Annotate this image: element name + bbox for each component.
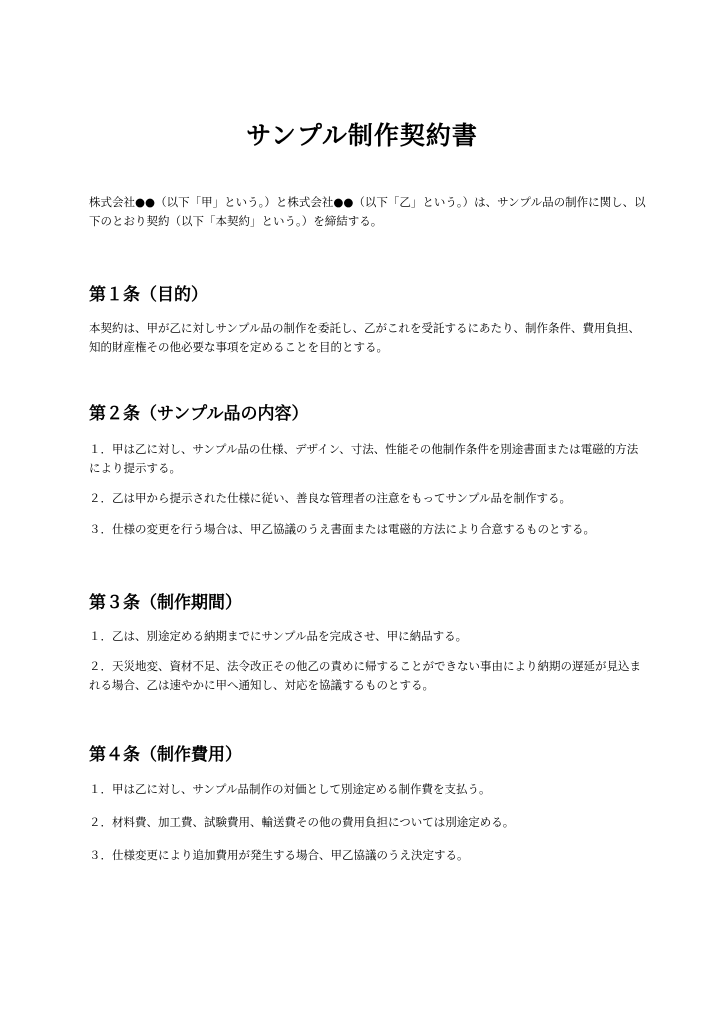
preamble-paragraph: 株式会社●●（以下「甲」という。）と株式会社●●（以下「乙」という。）は、サンプル品の制作に関し、以下のとおり契約（以下「本契約」という。）を締結する。 (89, 195, 646, 228)
article-4-heading: 第４条（制作費用） (89, 745, 242, 765)
article-3-paragraph-2: ２．天災地変、資材不足、法令改正その他乙の責めに帰することができない事由により納期の遅延が見込まれる場合、乙は速やかに甲へ通知し、対応を協議するものとする。 (89, 659, 641, 692)
article-3-paragraph-1: １．乙は、別途定める納期までにサンプル品を完成させ、甲に納品する。 (89, 629, 468, 643)
article-2-paragraph-3: ３．仕様の変更を行う場合は、甲乙協議のうえ書面または電磁的方法により合意するものとする。 (89, 522, 595, 536)
article-4-paragraph-3: ３．仕様変更により追加費用が発生する場合、甲乙協議のうえ決定する。 (89, 848, 469, 862)
document-title: サンプル制作契約書 (246, 121, 478, 150)
article-3-heading: 第３条（制作期間） (89, 593, 242, 613)
article-2-paragraph-2: ２．乙は甲から提示された仕様に従い、善良な管理者の注意をもってサンプル品を制作する。 (89, 491, 571, 505)
article-2-heading: 第２条（サンプル品の内容） (89, 404, 309, 424)
article-4-paragraph-2: ２．材料費、加工費、試験費用、輸送費その他の費用負担については別途定める。 (89, 815, 515, 829)
article-2-paragraph-1: １．甲は乙に対し、サンプル品の仕様、デザイン、寸法、性能その他制作条件を別途書面または電磁的方法により提示する。 (89, 442, 639, 475)
article-1-heading: 第１条（目的） (89, 285, 208, 305)
article-4-paragraph-1: １．甲は乙に対し、サンプル品制作の対価として別途定める制作費を支払う。 (89, 782, 491, 796)
article-1-paragraph-1: 本契約は、甲が乙に対しサンプル品の制作を委託し、乙がこれを受託するにあたり、制作条件、費用負担、知的財産権その他必要な事項を定めることを目的とする。 (89, 321, 640, 354)
